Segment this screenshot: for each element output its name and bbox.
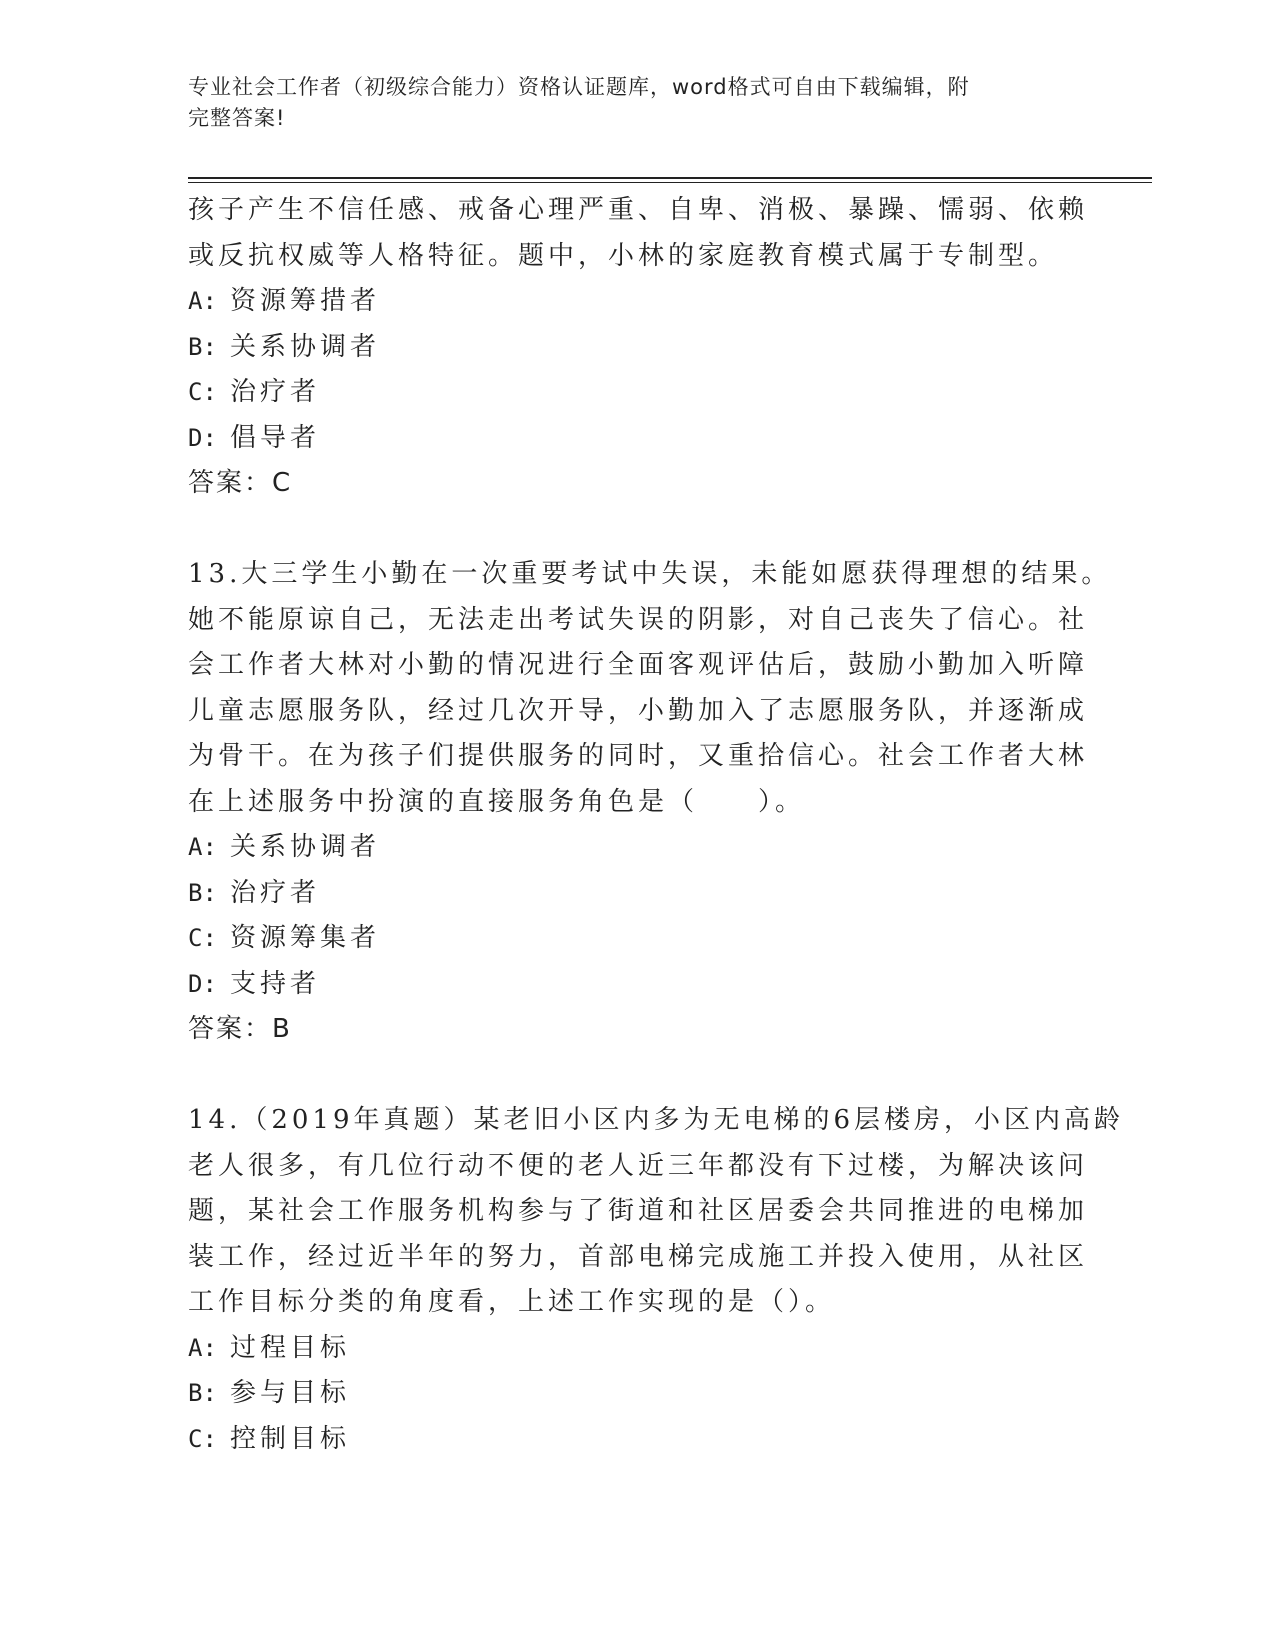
question-text-line: 工作目标分类的角度看，上述工作实现的是（）。 [188, 1287, 836, 1317]
question-text-line: 14.（2019年真题）某老旧小区内多为无电梯的6层楼房，小区内高龄 [188, 1105, 1125, 1135]
spacer [188, 507, 1088, 553]
option-letter: D: [188, 423, 217, 452]
header-line-2: 完整答案! [188, 106, 286, 130]
option-text: 控制目标 [230, 1423, 351, 1454]
option-b [188, 871, 1088, 917]
header-line-1: 专业社会工作者（初级综合能力）资格认证题库，word格式可自由下载编辑，附 [188, 75, 970, 99]
answer-line: 答案：C [188, 468, 293, 498]
header-rule-thick [188, 177, 1152, 179]
question-text-line: 她不能原谅自己，无法走出考试失误的阴影，对自己丧失了信心。社 [188, 604, 1089, 635]
option-b [188, 1371, 1088, 1417]
question-text-line: 会工作者大林对小勤的情况进行全面客观评估后，鼓励小勤加入听障 [188, 650, 1089, 680]
header-rule-thin [188, 182, 1152, 183]
question-text-line: 在上述服务中扮演的直接服务角色是（ ）。 [188, 786, 806, 817]
question-text-line: 题，某社会工作服务机构参与了街道和社区居委会共同推进的电梯加 [188, 1196, 1089, 1226]
option-text: 关系协调者 [230, 331, 381, 362]
question-text-line: 儿童志愿服务队，经过几次开导，小勤加入了志愿服务队，并逐渐成 [188, 695, 1089, 726]
option-text: 资源筹措者 [230, 286, 381, 316]
option-letter: B: [188, 332, 217, 361]
option-letter: C: [188, 924, 217, 952]
option-c [188, 1417, 1088, 1463]
option-text: 支持者 [230, 968, 321, 999]
option-text: 资源筹集者 [230, 923, 381, 953]
spacer [188, 1053, 1088, 1099]
question-text-line: 老人很多，有几位行动不便的老人近三年都没有下过楼，为解决该问 [188, 1150, 1089, 1181]
option-letter: C: [188, 1424, 217, 1453]
question-12-continued [188, 188, 1088, 507]
option-text: 过程目标 [230, 1332, 351, 1363]
question-text-line: 装工作，经过近半年的努力，首部电梯完成施工并投入使用，从社区 [188, 1241, 1089, 1272]
question-13 [188, 552, 1112, 1053]
document-body [188, 188, 1125, 1462]
question-text-line: 为骨干。在为孩子们提供服务的同时，又重拾信心。社会工作者大林 [188, 741, 1089, 771]
option-text: 参与目标 [230, 1378, 351, 1408]
option-letter: D: [188, 969, 217, 998]
option-letter: A: [188, 1333, 217, 1362]
option-text: 关系协调者 [230, 832, 381, 862]
question-14 [188, 1098, 1125, 1462]
option-d [188, 962, 1088, 1008]
option-a [188, 825, 1088, 871]
question-text-line: 13.大三学生小勤在一次重要考试中失误，未能如愿获得理想的结果。 [188, 559, 1112, 589]
answer-line: 答案：B [188, 1014, 292, 1044]
option-text: 治疗者 [230, 877, 321, 908]
option-letter: B: [188, 878, 217, 907]
option-a [188, 279, 1088, 325]
option-c [188, 370, 1088, 416]
option-letter: A: [188, 287, 217, 315]
question-text-line: 或反抗权威等人格特征。题中，小林的家庭教育模式属于专制型。 [188, 240, 1059, 271]
option-letter: B: [188, 1379, 217, 1407]
option-d [188, 416, 1088, 462]
option-c [188, 916, 1088, 962]
option-letter: A: [188, 833, 217, 861]
question-text-line: 孩子产生不信任感、戒备心理严重、自卑、消极、暴躁、懦弱、依赖 [188, 195, 1089, 225]
option-b [188, 325, 1088, 371]
option-a [188, 1326, 1088, 1372]
option-text: 倡导者 [230, 422, 321, 453]
page-header [188, 72, 1068, 134]
option-text: 治疗者 [230, 377, 321, 407]
option-letter: C: [188, 378, 217, 406]
